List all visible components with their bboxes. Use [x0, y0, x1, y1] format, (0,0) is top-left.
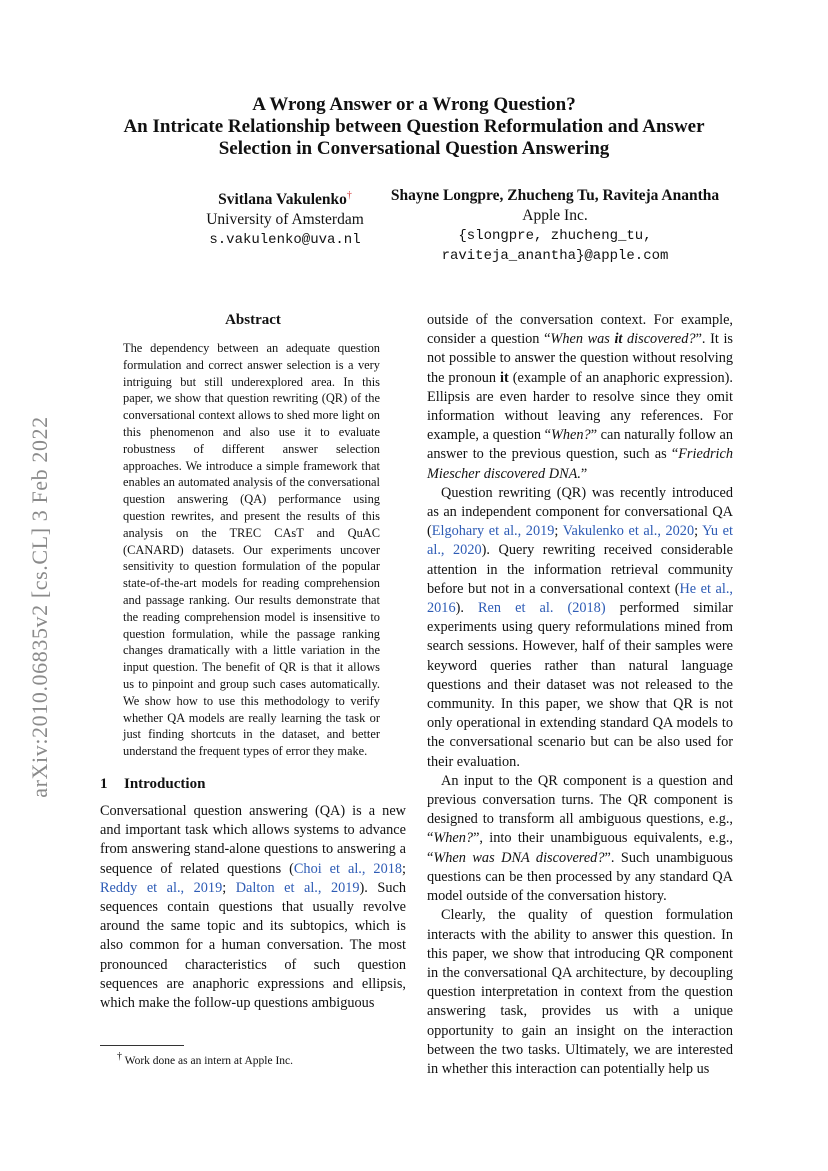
text-run: (example of an anaphoric expression). Ellipsis are even harder to resolve since they omit information without leaving any references. For example, a question “ — [427, 369, 733, 444]
right-column — [427, 311, 733, 1079]
footnote-mark: † — [117, 1051, 122, 1062]
text-run: ”, into their unambiguous equivalents, e.g., “ — [427, 830, 733, 866]
text-run: performed similar experiments using query reformulations mined from search sessions. However, half of their samples were keyword queries rather than natural language questions and their dataset was not released to the community. In this paper, we show that QR is not only operational in extending standard QA models to the conversational scenario but can be also used for their evaluation. — [427, 600, 733, 770]
citation-link[interactable]: Vakulenko et al., 2020 — [562, 523, 695, 540]
abstract-text: The dependency between an adequate question formulation and correct answer selection is a very intriguing but still underexplored area. In this paper, we show that question rewriting (QR) of the conversational context allows to shed more light on this phenomenon and also use it to evaluate robustness of different answer selection approaches. We introduce a simple framework that enables an automated analysis of the conversational question answering (QA) performance using question rewrites, and present the results of this analysis on the TREC CAsT and QuAC (CANARD) datasets. Our experiments uncover sensitivity to question formulation of the popular state-of-the-art models for reading comprehension and passage ranking. Our results demonstrate that the reading comprehension model is insensitive to question formulation, while the passage ranking changes dramatically with a little variation in the input question. The benefit of QR is that it allows us to pinpoint and group such cases automatically. We show how to use this methodology to verify whether QA models are really learning the task or just finding shortcuts in the dataset, and better understand the frequent types of error they make. — [123, 341, 380, 759]
author-email-right-line-2: raviteja_anantha}@apple.com — [441, 248, 669, 264]
author-footnote-mark: † — [346, 190, 352, 201]
text-run: Conversational question answering (QA) is a new and important task which allows systems to advance from answering stand-alone questions to answering a sequence of related questions ( — [100, 802, 406, 877]
author-name-text: Svitlana Vakulenko — [218, 191, 347, 209]
footnote — [117, 1050, 293, 1068]
author-affiliation-left: University of Amsterdam — [206, 211, 364, 229]
right-paragraph-2 — [427, 484, 733, 772]
citation-link[interactable]: Elgohary et al., 2019 — [431, 523, 555, 540]
author-names-right: Shayne Longpre, Zhucheng Tu, Raviteja Anantha — [390, 187, 720, 204]
citation-link[interactable]: Reddy et al., 2019 — [100, 879, 223, 896]
footnote-text: Work done as an intern at Apple Inc. — [124, 1054, 293, 1067]
text-run: ”. Such unambiguous questions can be then processed by any standard QA model outside of the conversation history. — [427, 849, 733, 905]
right-paragraph-4: Clearly, the quality of question formulation interacts with the ability to answer this question. In this paper, we show that introducing QR component in the conversational QA architecture, by decoupling question interpretation in context from the question answering task, provides us with a unique opportunity to gain an insight on the interaction between the two tasks. Ultimately, we are interested in whether this interaction can potentially help us — [427, 907, 733, 1077]
title-line-3: Selection in Conversational Question Answering — [218, 138, 610, 159]
citation-link[interactable]: He et al., 2016 — [427, 580, 733, 617]
title-line-1: A Wrong Answer or a Wrong Question? — [252, 94, 576, 115]
paper-title — [0, 94, 828, 160]
author-affiliation-right: Apple Inc. — [522, 207, 588, 224]
text-run: An input to the QR component is a question and previous conversation turns. The QR component is designed to transform all ambiguous questions, e.g., “ — [427, 772, 733, 847]
citation-link[interactable]: Dalton et al., 2019 — [235, 879, 360, 896]
author-name-left — [186, 186, 384, 210]
text-run: ). Such sequences contain questions that usually revolve around the same topic and its subtopics, which is also common for a human conversation. The most pronounced characteristics of such question sequences are anaphoric expressions and ellipsis, which make the follow-up questions ambiguous — [100, 879, 406, 1011]
emphasis: it — [614, 331, 623, 348]
citation-link[interactable]: Ren et al. (2018) — [478, 600, 606, 617]
example-question: When? — [433, 830, 474, 847]
section-heading-introduction — [100, 774, 406, 794]
citation-link[interactable]: Choi et al., 2018 — [293, 860, 403, 877]
citation-link[interactable]: Yu et al., 2020 — [427, 523, 733, 559]
right-paragraph-1 — [427, 311, 733, 484]
author-block-left — [186, 186, 384, 250]
footnote-divider — [100, 1045, 184, 1046]
arxiv-identifier — [18, 372, 62, 842]
text-run: ; — [222, 879, 236, 896]
right-paragraph-3 — [427, 772, 733, 906]
arxiv-identifier-text: arXiv:2010.06835v2 [cs.CL] 3 Feb 2022 — [27, 416, 52, 798]
text-run: ” — [580, 465, 588, 482]
example-question: When? — [551, 427, 591, 444]
title-line-2: An Intricate Relationship between Question Reformulation and Answer — [123, 116, 705, 137]
left-column — [100, 310, 406, 1013]
text-run: ; — [694, 523, 703, 540]
section-title: Introduction — [124, 775, 206, 792]
author-email-right-line-1: {slongpre, zhucheng_tu, — [458, 228, 652, 244]
text-run: ; — [402, 860, 406, 877]
text-run: outside of the conversation context. For example, consider a question “ — [427, 312, 733, 348]
author-email-left: s.vakulenko@uva.nl — [209, 232, 361, 249]
example-answer: Friedrich Miescher discovered DNA. — [427, 446, 733, 482]
text-run: ). — [455, 600, 479, 617]
text-run: ” can naturally follow an answer to the previous question, such as “ — [427, 427, 733, 463]
example-question — [550, 331, 695, 347]
text-run: When was — [550, 331, 615, 348]
example-question: When was DNA discovered? — [433, 849, 605, 866]
author-block-right — [372, 186, 738, 266]
intro-paragraph-1 — [100, 802, 406, 1013]
emphasis: it — [500, 369, 509, 386]
text-run: ). Query rewriting received considerable attention in the information retrieval community before but not in a conversational context ( — [427, 542, 733, 597]
text-run: Question rewriting (QR) was recently introduced as an independent component for conversational QA ( — [427, 484, 733, 540]
text-run: ; — [554, 523, 563, 540]
abstract-heading: Abstract — [225, 312, 281, 328]
section-number: 1 — [100, 775, 108, 792]
text-run: discovered? — [622, 331, 696, 348]
text-run: ”. It is not possible to answer the question without resolving the pronoun — [427, 331, 733, 386]
